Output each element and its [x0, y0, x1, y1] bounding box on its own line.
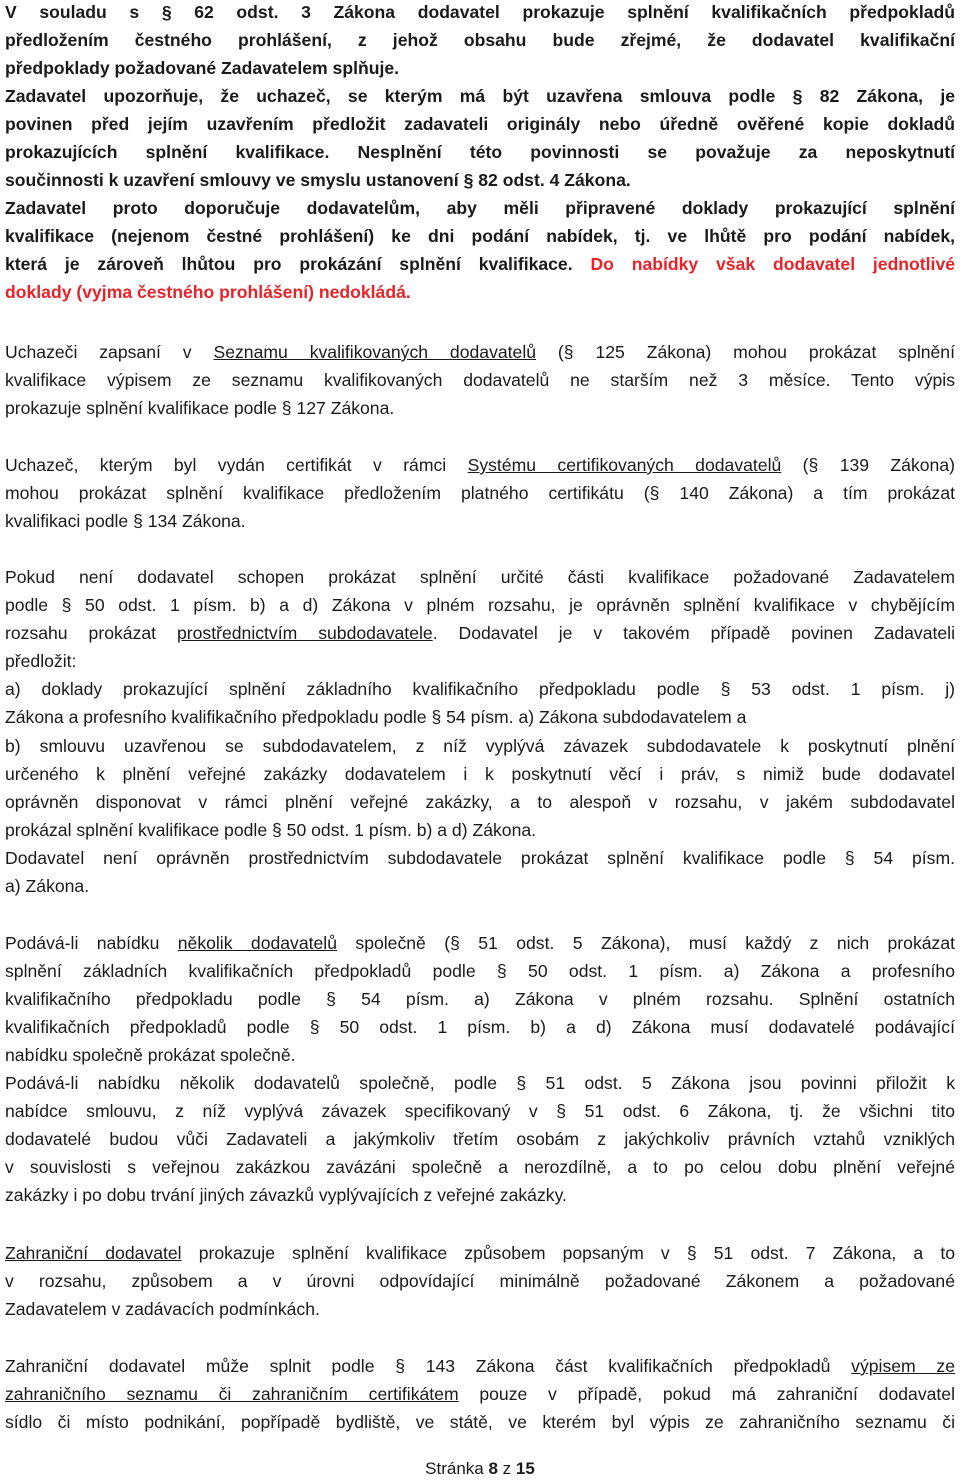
- text-line: nabídku společně prokázat společně.: [5, 1045, 296, 1065]
- text-run: společně (§ 51 odst. 5 Zákona), musí každý z nich prokázat: [337, 933, 955, 953]
- text-line: prokázal splnění kvalifikace podle § 50 odst. 1 písm. b) a d) Zákona.: [5, 820, 537, 840]
- text-run: (§ 139 Zákona): [781, 455, 955, 475]
- underlined-term: zahraničního seznamu či zahraničním certifikátem: [5, 1384, 459, 1404]
- text-line: [5, 338, 955, 366]
- underlined-term: Zahraniční dodavatel: [5, 1243, 182, 1263]
- text-line: splnění základních kvalifikačních předpokladů podle § 50 odst. 1 písm. a) Zákona a profesního: [5, 961, 955, 981]
- text-run: (§ 125 Zákona) mohou prokázat splnění: [536, 342, 955, 362]
- text-line: podle § 50 odst. 1 písm. b) a d) Zákona v plném rozsahu, je oprávněn splnění kvalifikace v chybějícím: [5, 595, 955, 615]
- text-line: v souvislosti s veřejnou zakázkou zavázáni společně a nerozdílně, a to po celou dobu plnění veřejné: [5, 1157, 955, 1177]
- text-run: . Dodavatel je v takovém případě povinen Zadavateli: [432, 623, 955, 643]
- underlined-term: několik dodavatelů: [177, 933, 337, 953]
- highlighted-text: Do nabídky však dodavatel jednotlivé: [590, 254, 956, 274]
- text-line: nabídce smlouvu, z níž vyplývá závazek specifikovaný v § 51 odst. 6 Zákona, tj. že všichni tito: [5, 1101, 955, 1121]
- text-line: Zadavatelem v zadávacích podmínkách.: [5, 1299, 320, 1319]
- text-run: Uchazeč, kterým byl vydán certifikát v rámci: [5, 455, 468, 475]
- text-line: kvalifikačních předpokladů podle § 50 odst. 1 písm. b) a d) Zákona musí dodavatelé podávající: [5, 1017, 955, 1037]
- text-line: kvalifikačního předpokladu podle § 54 písm. a) Zákona v plném rozsahu. Splnění ostatních: [5, 989, 955, 1009]
- text-line: Zadavatel upozorňuje, že uchazeč, se kterým má být uzavřena smlouva podle § 82 Zákona, je: [5, 86, 955, 106]
- underlined-term: prostřednictvím subdodavatele: [177, 623, 433, 643]
- text-line: a) doklady prokazující splnění základního kvalifikačního předpokladu podle § 53 odst. 1 písm. j): [5, 679, 955, 699]
- underlined-term: výpisem ze: [851, 1356, 955, 1376]
- text-line: a) Zákona.: [5, 876, 90, 896]
- text-line: prokazuje splnění kvalifikace podle § 127 Zákona.: [5, 398, 395, 418]
- text-line: [5, 250, 955, 278]
- text-line: Zákona a profesního kvalifikačního předpokladu podle § 54 písm. a) Zákona subdodavatelem a: [5, 707, 747, 727]
- text-line: V souladu s § 62 odst. 3 Zákona dodavatel prokazuje splnění kvalifikačních předpokladů: [5, 2, 955, 22]
- text-run: Podává-li nabídku: [5, 933, 178, 953]
- text-line: předpoklady požadované Zadavatelem splňuje.: [5, 58, 400, 78]
- text-run: rozsahu prokázat: [5, 623, 177, 643]
- text-line: Zadavatel proto doporučuje dodavatelům, aby měli připravené doklady prokazující splnění: [5, 198, 955, 218]
- text-line: sídlo či místo podnikání, popřípadě bydliště, ve státě, ve kterém byl výpis ze zahraničního seznamu či: [5, 1412, 955, 1432]
- text-line: [5, 619, 955, 647]
- text-run: Zahraniční dodavatel může splnit podle § 143 Zákona část kvalifikačních předpokladů: [5, 1356, 852, 1376]
- text-line: Pokud není dodavatel schopen prokázat splnění určité části kvalifikace požadované Zadavatelem: [5, 567, 955, 587]
- footer-label: Stránka: [425, 1459, 489, 1478]
- text-line: Dodavatel není oprávněn prostřednictvím subdodavatele prokázat splnění kvalifikace podle § 54 písm.: [5, 848, 955, 868]
- text-line: [5, 451, 955, 479]
- text-line: [5, 929, 955, 957]
- current-page-number: 8: [488, 1459, 498, 1478]
- footer-separator: z: [497, 1459, 516, 1478]
- text-line: povinen před jejím uzavřením předložit zadavateli originály nebo úředně ověřené kopie dokladů: [5, 114, 955, 134]
- text-line: b) smlouvu uzavřenou se subdodavatelem, z níž vyplývá závazek subdodavatele k poskytnutí plnění: [5, 736, 955, 756]
- text-line: mohou prokázat splnění kvalifikace předložením platného certifikátu (§ 140 Zákona) a tím prokázat: [5, 483, 955, 503]
- text-line: zakázky i po dobu trvání jiných závazků vyplývajících z veřejné zakázky.: [5, 1185, 567, 1205]
- text-run: která je zároveň lhůtou pro prokázání splnění kvalifikace.: [5, 254, 573, 274]
- total-pages-number: 15: [515, 1459, 535, 1478]
- text-line: součinnosti k uzavření smlouvy ve smyslu ustanovení § 82 odst. 4 Zákona.: [5, 170, 631, 190]
- text-line: kvalifikace výpisem ze seznamu kvalifikovaných dodavatelů ne starším než 3 měsíce. Tento výpis: [5, 370, 955, 390]
- text-line: dodavatelé budou vůči Zadavateli a jakýmkoliv třetím osobám z jakýchkoliv právních vztahů vzniklých: [5, 1129, 955, 1149]
- text-line: [5, 1380, 955, 1408]
- text-run: pouze v případě, pokud má zahraniční dodavatel: [458, 1384, 955, 1404]
- text-line: prokazujících splnění kvalifikace. Nesplnění této povinnosti se považuje za neposkytnutí: [5, 142, 955, 162]
- underlined-term: Systému certifikovaných dodavatelů: [467, 455, 782, 475]
- text-line: v rozsahu, způsobem a v úrovni odpovídající minimálně požadované Zákonem a požadované: [5, 1271, 955, 1291]
- text-run: Uchazeči zapsaní v: [5, 342, 214, 362]
- text-line: kvalifikaci podle § 134 Zákona.: [5, 511, 246, 531]
- text-line: [5, 1239, 955, 1267]
- underlined-term: Seznamu kvalifikovaných dodavatelů: [213, 342, 537, 362]
- text-line: předložením čestného prohlášení, z jehož obsahu bude zřejmé, že dodavatel kvalifikační: [5, 30, 955, 50]
- text-line: předložit:: [5, 651, 77, 671]
- text-line: [5, 1352, 955, 1380]
- text-line: Podává-li nabídku několik dodavatelů společně, podle § 51 odst. 5 Zákona jsou povinni přiložit k: [5, 1073, 955, 1093]
- text-line: určeného k plnění veřejné zakázky dodavatelem i k poskytnutí věcí i práv, s nimiž bude dodavatel: [5, 764, 955, 784]
- highlighted-text: doklady (vyjma čestného prohlášení) nedokládá.: [5, 282, 411, 302]
- text-line: kvalifikace (nejenom čestné prohlášení) ke dni podání nabídek, tj. ve lhůtě pro podání nabídek,: [5, 226, 955, 246]
- text-line: oprávněn disponovat v rámci plnění veřejné zakázky, a to alespoň v rozsahu, v jakém subdodavatel: [5, 792, 955, 812]
- text-run: prokazuje splnění kvalifikace způsobem popsaným v § 51 odst. 7 Zákona, a to: [181, 1243, 955, 1263]
